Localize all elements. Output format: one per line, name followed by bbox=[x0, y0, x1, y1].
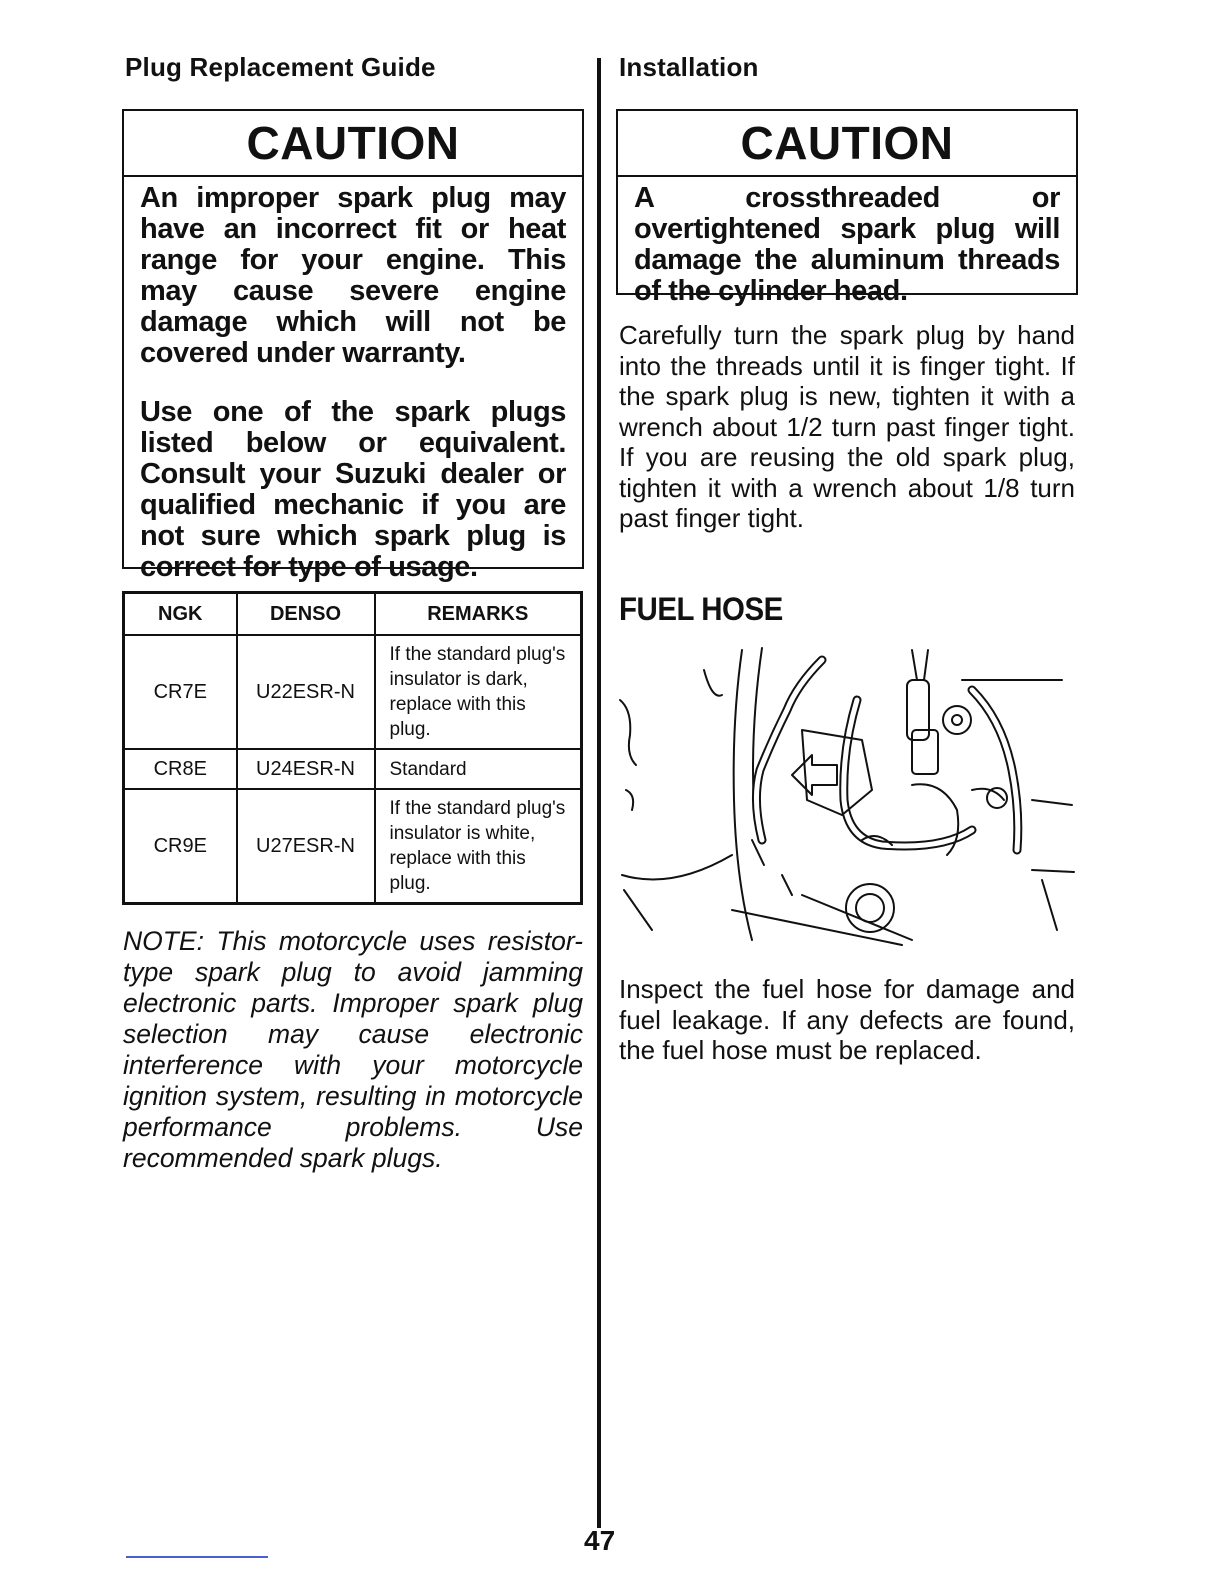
remarks-cell: If the standard plug's insulator is white, replace with this plug. bbox=[375, 789, 582, 904]
denso-cell: U22ESR-N bbox=[237, 635, 375, 749]
remarks-cell: Standard bbox=[375, 749, 582, 789]
table-header-row bbox=[124, 593, 582, 636]
caution-paragraph: A crossthreaded or overtightened spark plug will damage the aluminum threads of the cylinder head. bbox=[634, 182, 1060, 307]
table-row bbox=[124, 789, 582, 904]
table-row bbox=[124, 635, 582, 749]
caution-title: CAUTION bbox=[618, 111, 1076, 177]
column-header-remarks: REMARKS bbox=[375, 593, 582, 636]
ngk-cell: CR7E bbox=[124, 635, 237, 749]
column-header-ngk: NGK bbox=[124, 593, 237, 636]
caution-box-crossthread bbox=[616, 109, 1078, 307]
denso-cell: U24ESR-N bbox=[237, 749, 375, 789]
caution-box-spark-plug bbox=[122, 109, 584, 583]
caution-title: CAUTION bbox=[124, 111, 582, 177]
ngk-cell: CR8E bbox=[124, 749, 237, 789]
installation-paragraph: Carefully turn the spark plug by hand into the threads until it is finger tight. If the spark plug is new, tighten it with a wrench about 1/2 turn past finger tight. If you are reusing the old spark plug, tighten it with a wrench about 1/8 turn past finger tight. bbox=[619, 320, 1075, 533]
resistor-plug-note: NOTE: This motorcycle uses resistor-type spark plug to avoid jamming electronic parts. Improper spark plug selection may cause electronic interference with your motorcycle ignition system, resulting in motorcycle performance problems. Use recommended spark plugs. bbox=[123, 926, 583, 1173]
fuel-hose-paragraph: Inspect the fuel hose for damage and fuel leakage. If any defects are found, the fuel hose must be replaced. bbox=[619, 974, 1075, 1065]
page-number: 47 bbox=[584, 1525, 616, 1556]
caution-body bbox=[124, 177, 582, 591]
caution-paragraph: An improper spark plug may have an incorrect fit or heat range for your engine. This may cause severe engine damage which will not be covered under warranty. bbox=[140, 182, 566, 369]
section-heading-installation: Installation bbox=[619, 52, 759, 82]
fuel-hose-heading: FUEL HOSE bbox=[619, 591, 783, 627]
spark-plug-table bbox=[122, 591, 583, 905]
denso-cell: U27ESR-N bbox=[237, 789, 375, 904]
remarks-cell: If the standard plug's insulator is dark, replace with this plug. bbox=[375, 635, 582, 749]
section-heading-plug-guide: Plug Replacement Guide bbox=[125, 52, 436, 82]
ngk-cell: CR9E bbox=[124, 789, 237, 904]
caution-body bbox=[618, 177, 1076, 315]
column-header-denso: DENSO bbox=[237, 593, 375, 636]
footer-rule bbox=[126, 1556, 268, 1558]
caution-paragraph: Use one of the spark plugs listed below or equivalent. Consult your Suzuki dealer or qualified mechanic if you are not sure which spark plug is correct for type of usage. bbox=[140, 396, 566, 583]
fuel-hose-illustration bbox=[612, 640, 1082, 960]
table-row bbox=[124, 749, 582, 789]
column-divider bbox=[597, 58, 601, 1528]
